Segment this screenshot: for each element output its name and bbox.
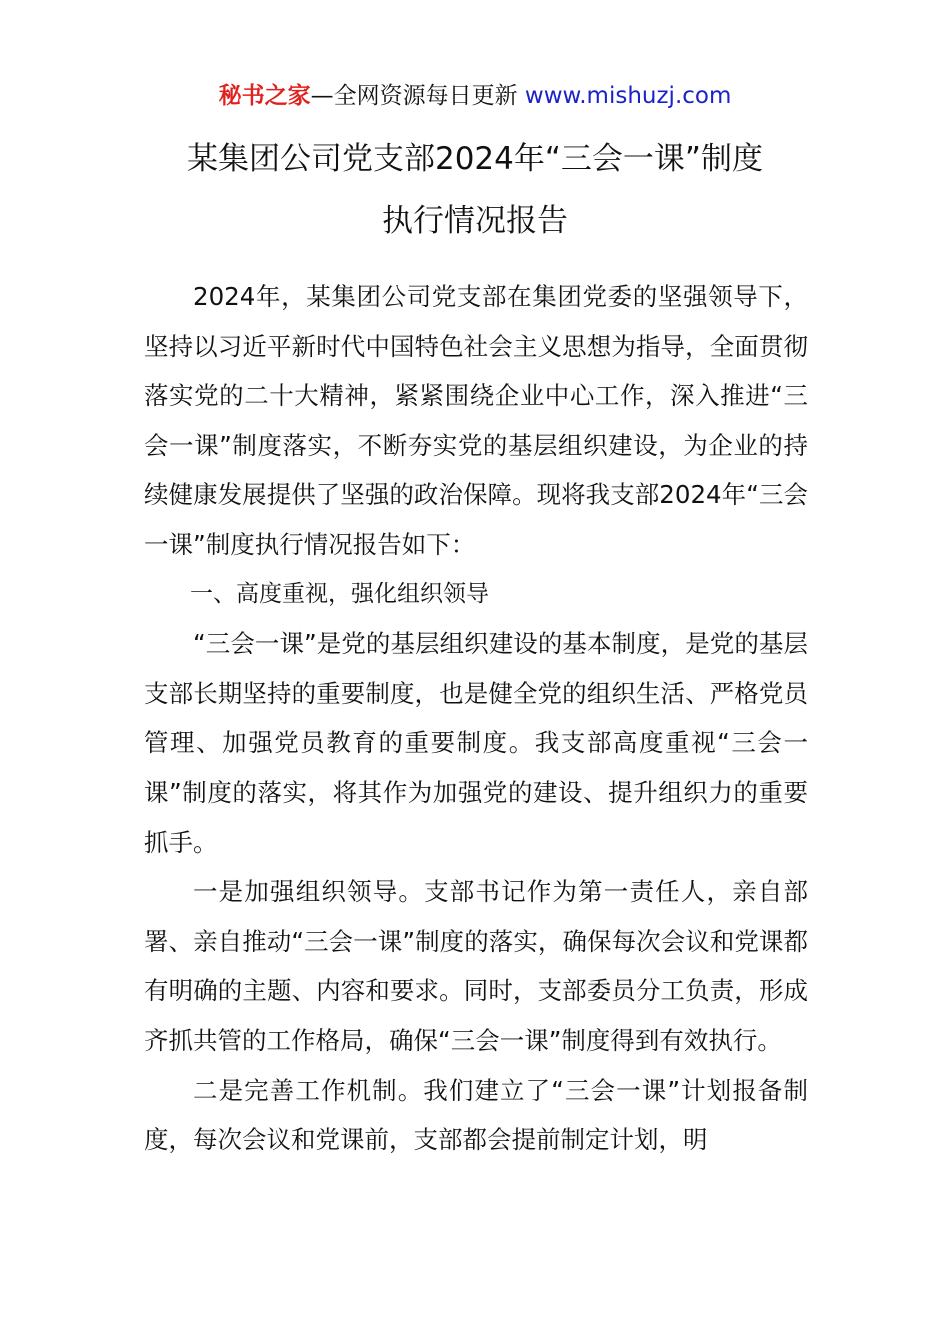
site-slogan: —全网资源每日更新 — [310, 83, 518, 109]
document-body — [144, 272, 808, 1165]
body-paragraph: “三会一课”是党的基层组织建设的基本制度，是党的基层支部长期坚持的重要制度，也是健全党的组织生活、严格党员管理、加强党员教育的重要制度。我支部高度重视“三会一课”制度的落实，将其作为加强党的建设、提升组织力的重要抓手。 — [144, 629, 808, 857]
title-line-1: 某集团公司党支部2024年“三会一课”制度 — [186, 141, 763, 177]
document-title — [0, 128, 950, 252]
site-url-link[interactable]: www.mishuzj.com — [524, 83, 732, 109]
section-heading: 一、高度重视，强化组织领导 — [190, 580, 489, 607]
site-brand: 秘书之家 — [218, 83, 311, 109]
intro-paragraph: 2024年，某集团公司党支部在集团党委的坚强领导下，坚持以习近平新时代中国特色社会主义思想为指导，全面贯彻落实党的二十大精神，紧紧围绕企业中心工作，深入推进“三会一课”制度落实，不断夯实党的基层组织建设，为企业的持续健康发展提供了坚强的政治保障。现将我支部2024年“三会一课”制度执行情况报告如下： — [144, 282, 808, 559]
body-paragraph: 二是完善工作机制。我们建立了“三会一课”计划报备制度，每次会议和党课前，支部都会提前制定计划，明 — [144, 1075, 808, 1155]
title-line-2: 执行情况报告 — [382, 203, 568, 239]
body-paragraph: 一是加强组织领导。支部书记作为第一责任人，亲自部署、亲自推动“三会一课”制度的落实，确保每次会议和党课都有明确的主题、内容和要求。同时，支部委员分工负责，形成齐抓共管的工作格局，确保“三会一课”制度得到有效执行。 — [144, 877, 808, 1055]
site-header — [0, 80, 950, 112]
